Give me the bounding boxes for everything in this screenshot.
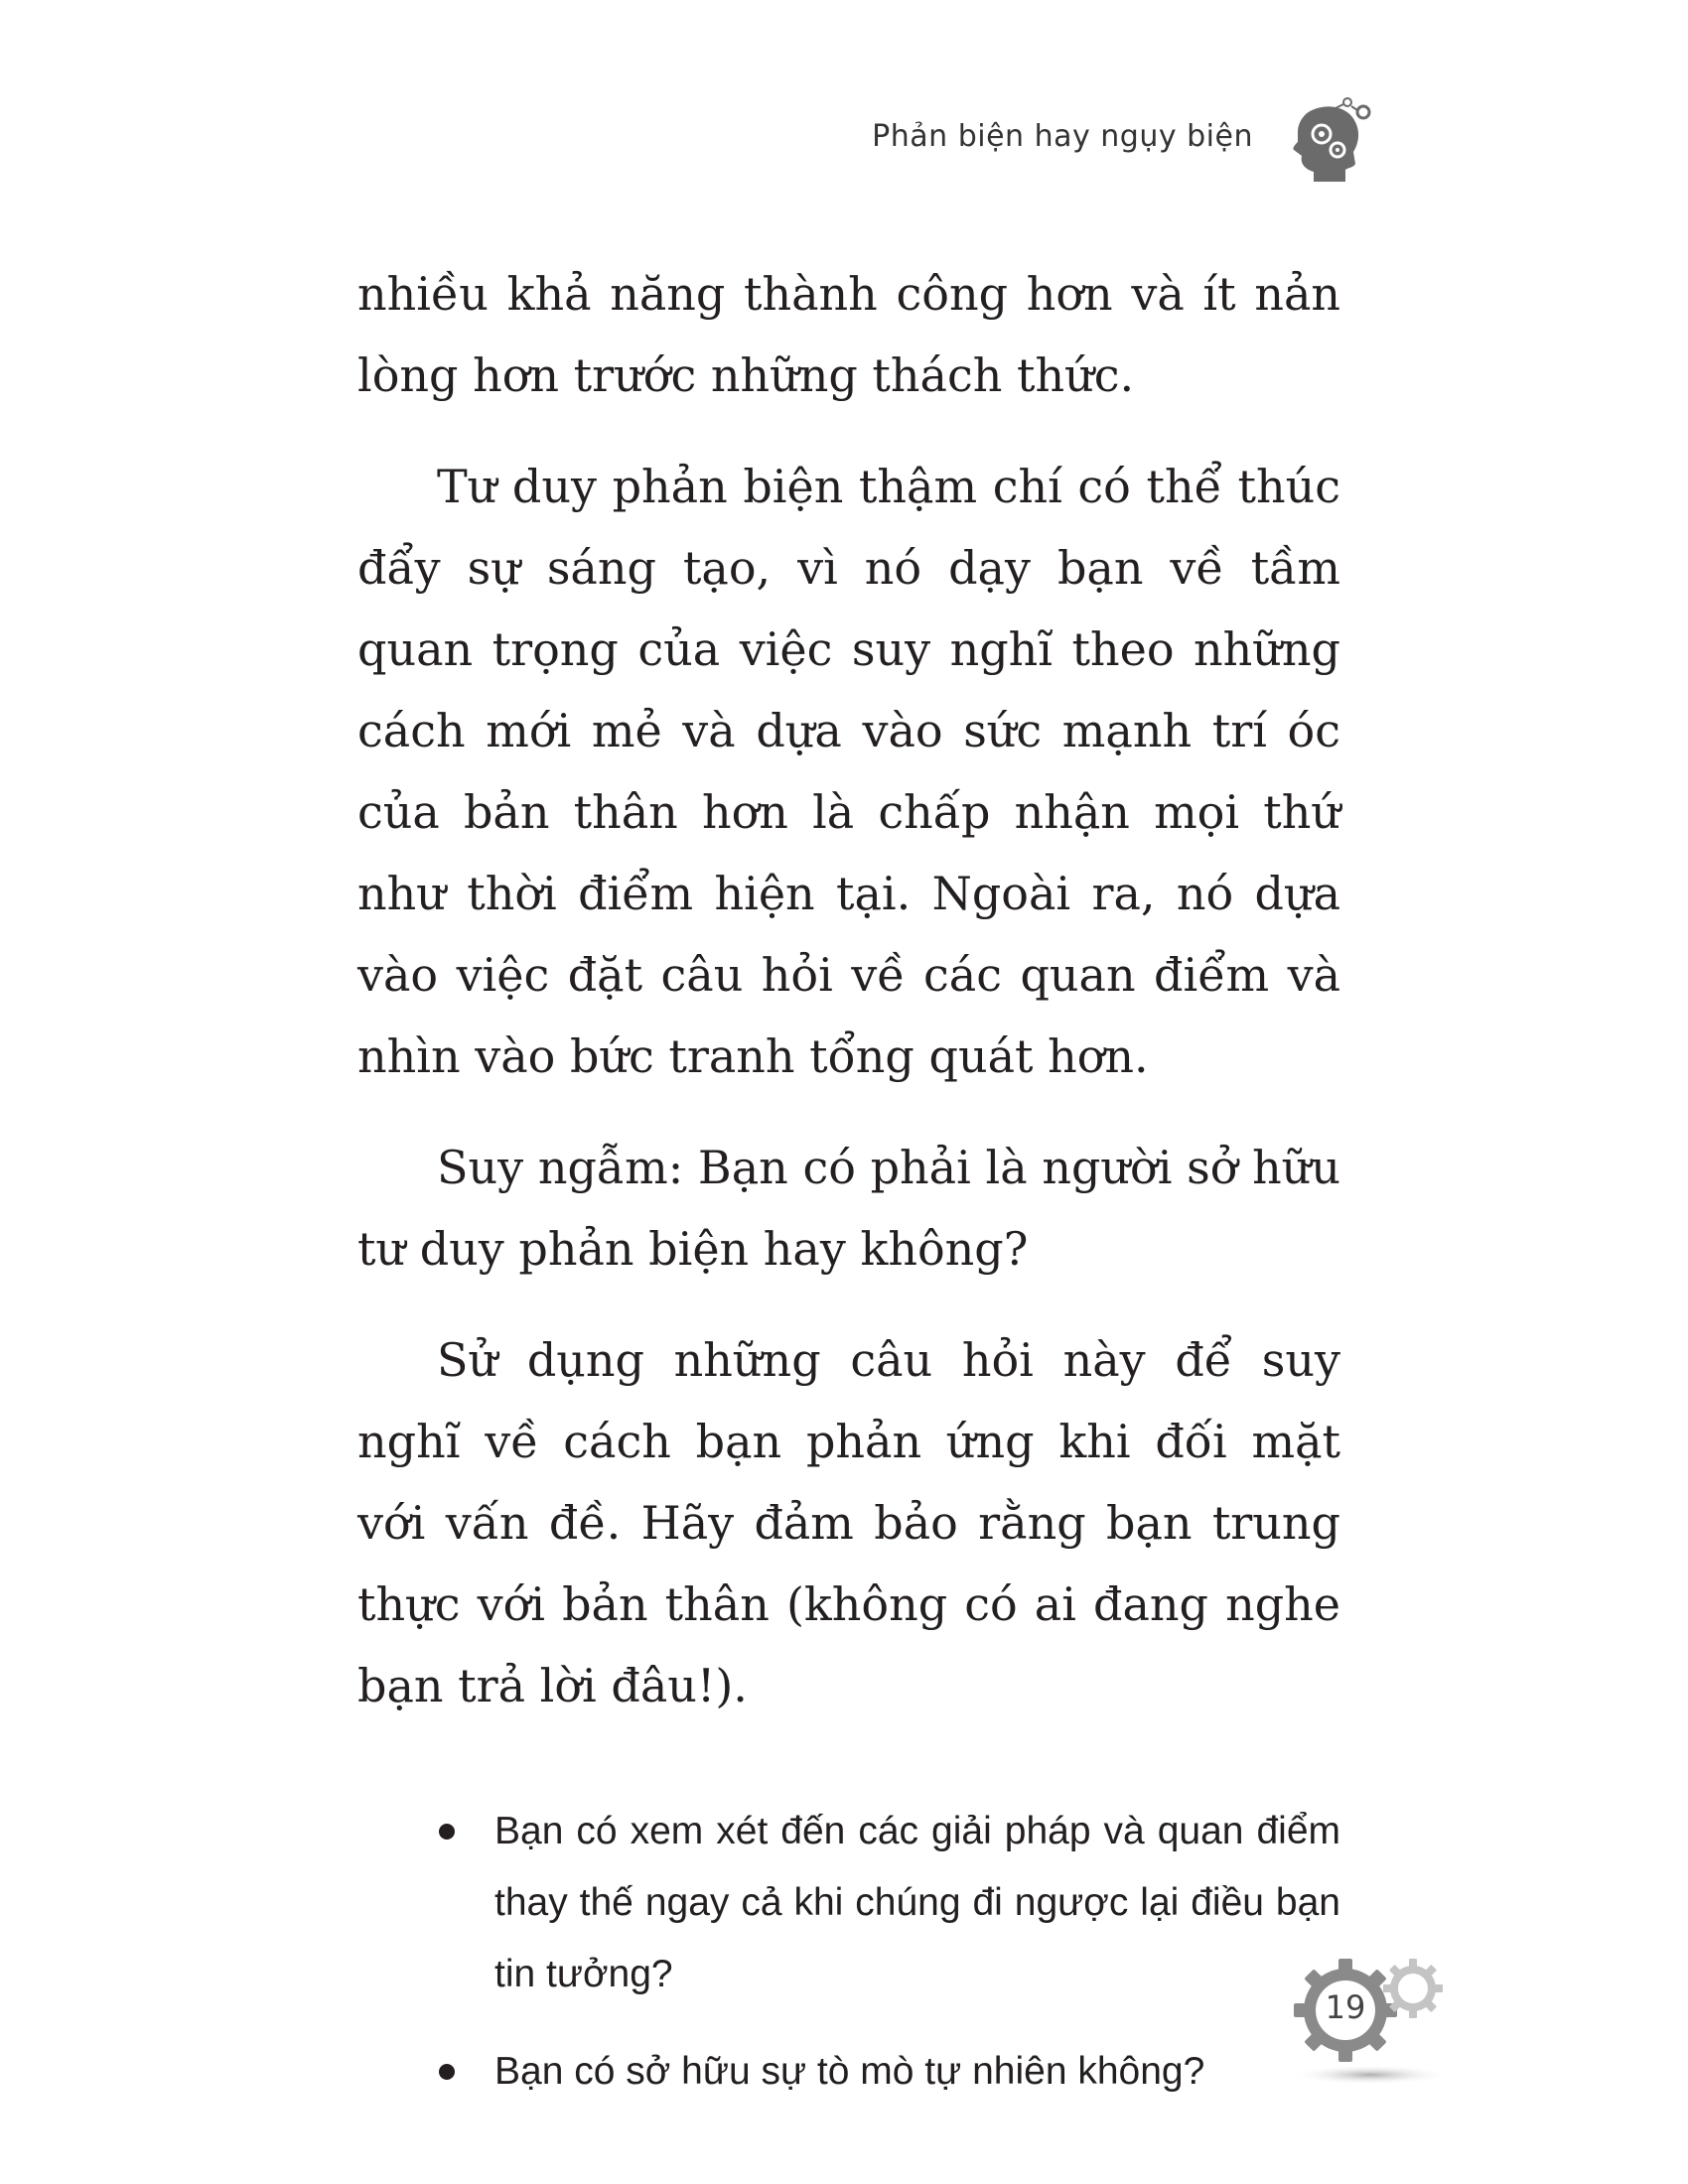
body-text (357, 253, 1340, 2133)
question-list (357, 1796, 1340, 2108)
paragraph: Suy ngẫm: Bạn có phải là người sở hữu tư duy phản biện hay không? (357, 1141, 1340, 1276)
page-number: 19 (1325, 1988, 1366, 2026)
page-number-block (1286, 1951, 1455, 2090)
bullet-icon (439, 1824, 455, 1840)
paragraph: Sử dụng những câu hỏi này để suy nghĩ về cách bạn phản ứng khi đối mặt với vấn đề. Hãy đảm bảo rằng bạn trung thực với bản thân (không có ai đang nghe bạn trả lời đâu!). (357, 1333, 1340, 1712)
list-item (357, 1796, 1340, 2010)
paragraph: Tư duy phản biện thậm chí có thể thúc đẩy sự sáng tạo, vì nó dạy bạn về tầm quan trọng của việc suy nghĩ theo những cách mới mẻ và dựa vào sức mạnh trí óc của bản thân hơn là chấp nhận mọi thứ như thời điểm hiện tại. Ngoài ra, nó dựa vào việc đặt câu hỏi về các quan điểm và nhìn vào bức tranh tổng quát hơn. (357, 460, 1340, 1083)
list-item (357, 2036, 1340, 2108)
head-with-gears-icon (1276, 94, 1375, 194)
list-item-text: Bạn có xem xét đến các giải pháp và quan điểm thay thế ngay cả khi chúng đi ngược lại điều bạn tin tưởng? (494, 1810, 1340, 1995)
running-header-title: Phản biện hay ngụy biện (872, 119, 1253, 154)
list-item-text: Bạn có sở hữu sự tò mò tự nhiên không? (494, 2050, 1205, 2093)
bullet-icon (439, 2064, 455, 2080)
paragraph: nhiều khả năng thành công hơn và ít nản lòng hơn trước những thách thức. (357, 267, 1340, 402)
